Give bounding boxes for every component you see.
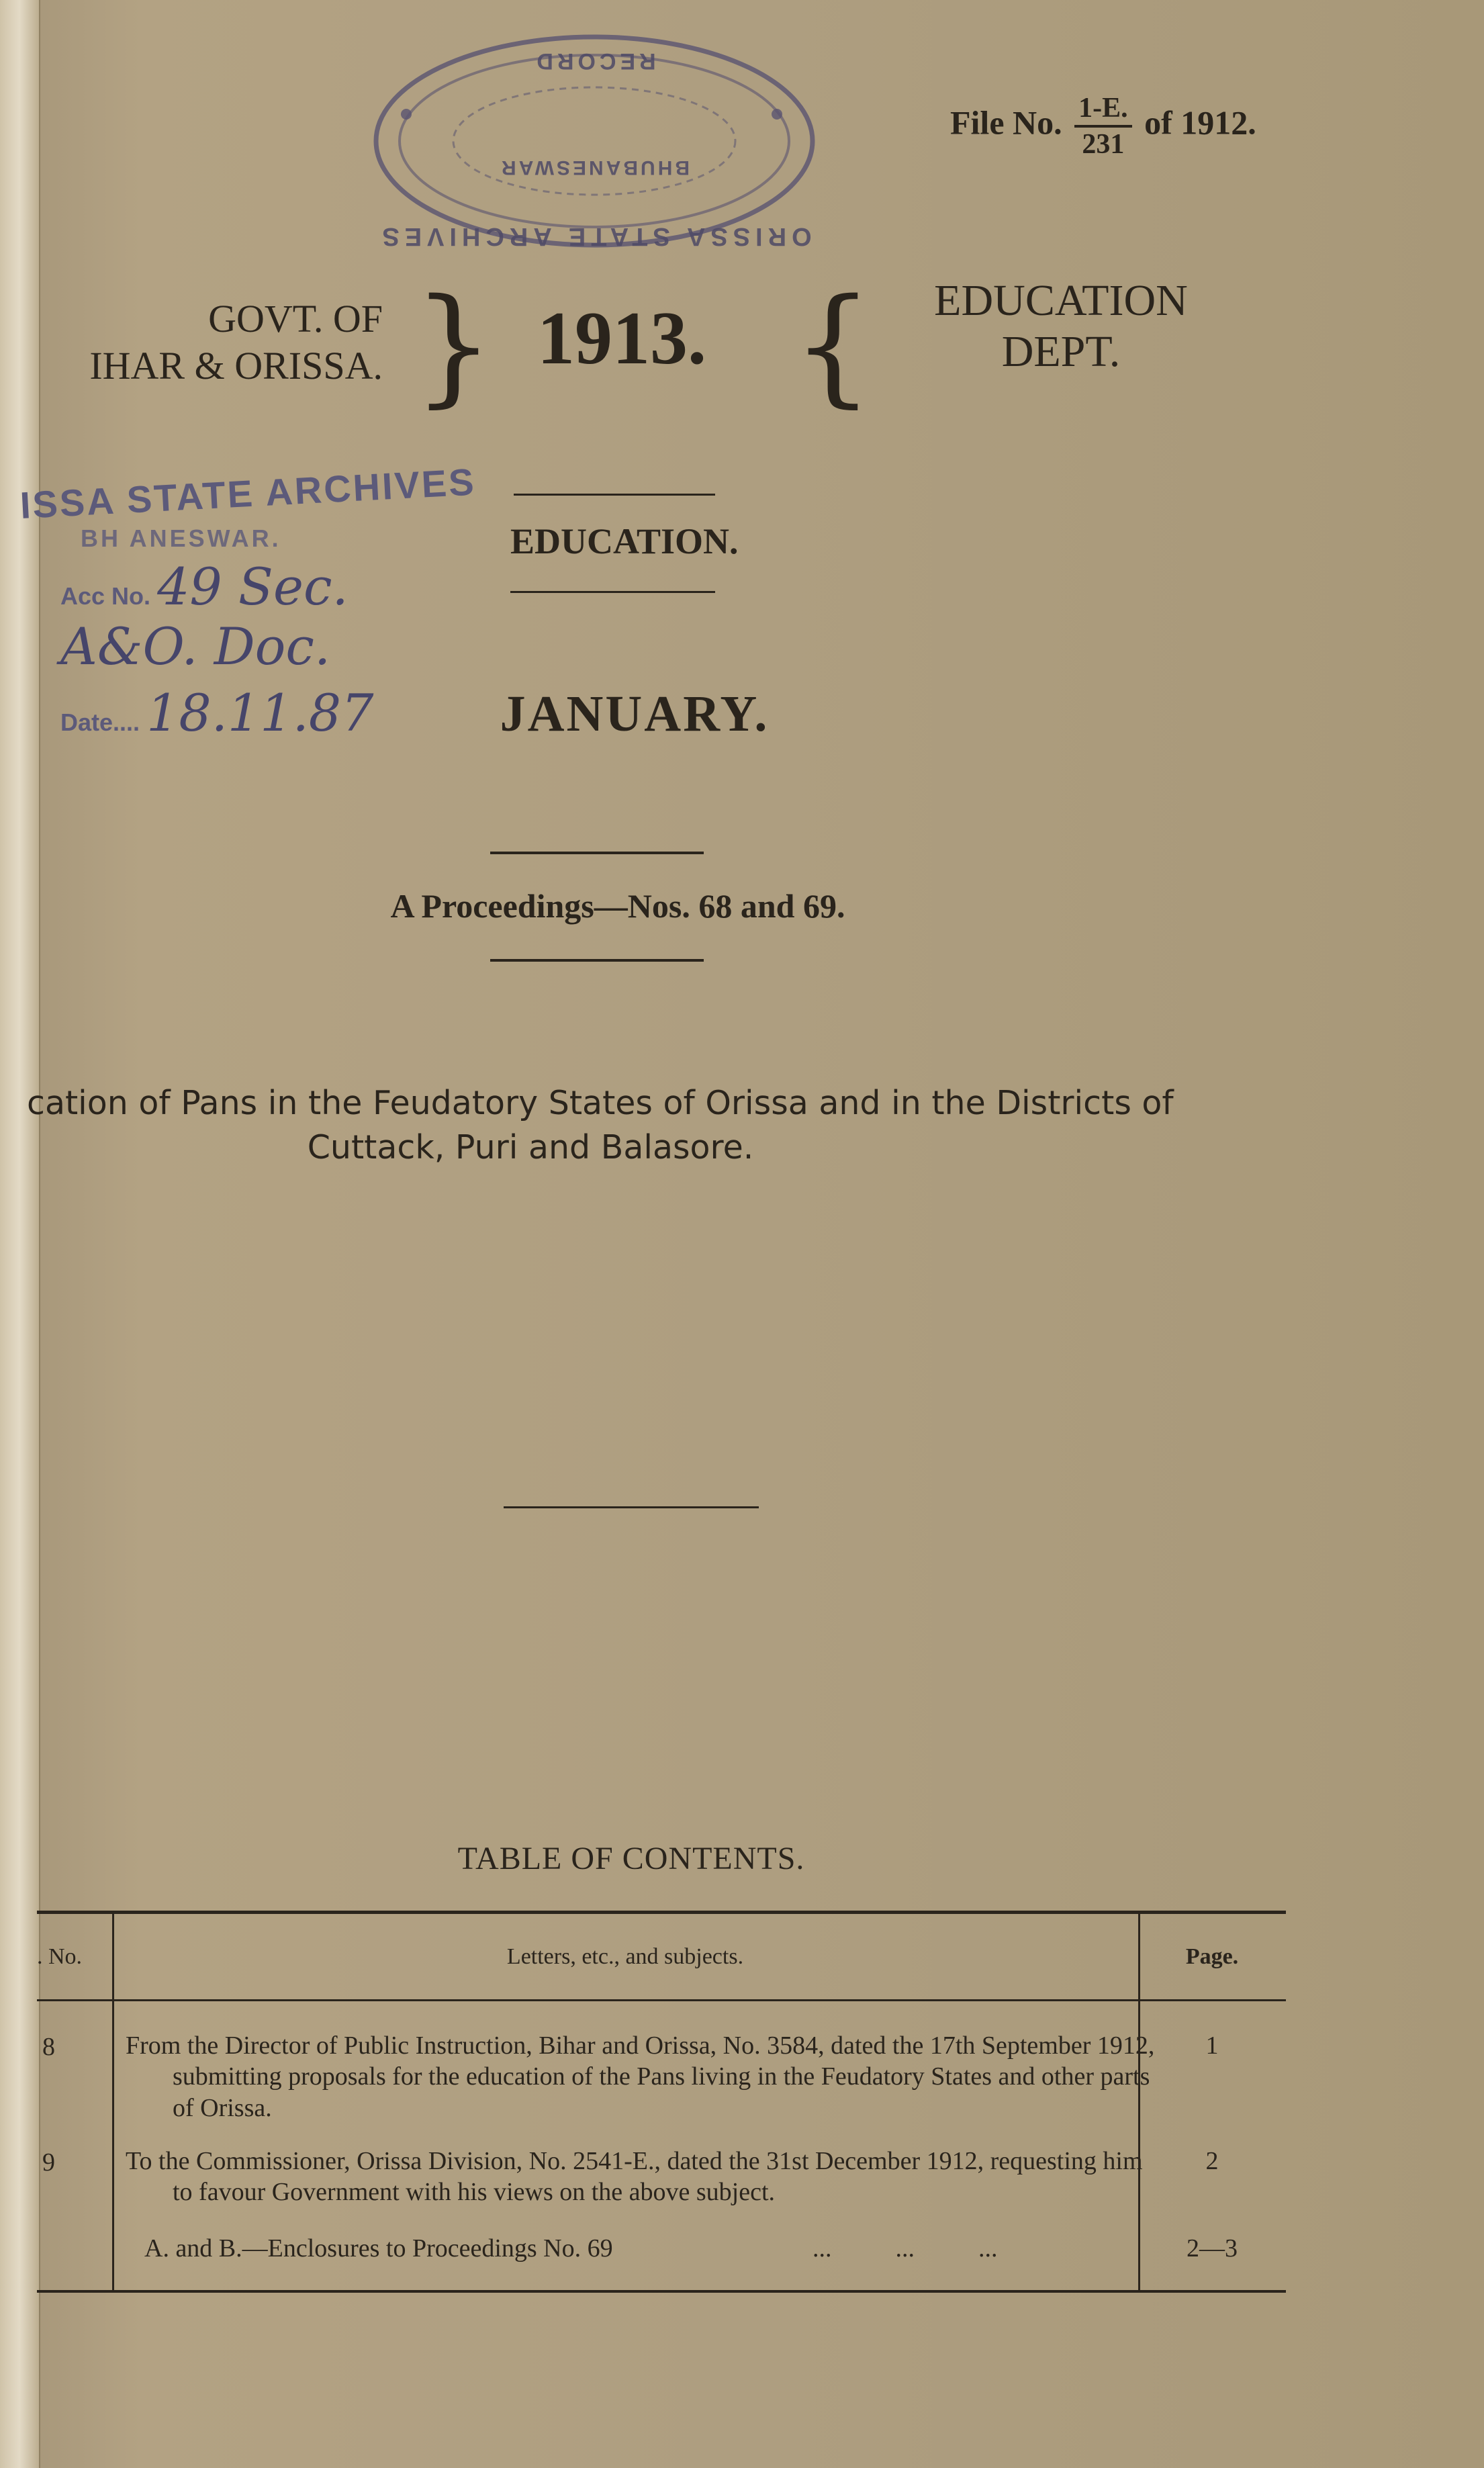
toc-title: TABLE OF CONTENTS. xyxy=(457,1841,805,1876)
file-year: of 1912. xyxy=(1144,103,1256,142)
file-number-fraction xyxy=(1074,94,1132,158)
file-number-label: File No. xyxy=(950,103,1062,142)
toc-row-1-text: From the Director of Public Instruction, Bihar and Orissa, No. 3584, dated the 17th September 1912, submitting proposals for the education of the Pans living in the Feudatory States and other parts of Orissa. xyxy=(126,2031,1155,2122)
table-header-border xyxy=(37,1999,1286,2001)
year-heading: 1913. xyxy=(537,297,706,380)
proceedings-heading: A Proceedings—Nos. 68 and 69. xyxy=(390,887,845,925)
stamp-top-text: RECORD xyxy=(532,48,656,74)
toc-header-subjects: Letters, etc., and subjects. xyxy=(506,1944,744,1969)
dept-line-1: EDUCATION xyxy=(934,276,1188,325)
right-brace: } xyxy=(413,271,494,420)
divider-rule xyxy=(504,1506,759,1508)
file-denominator: 231 xyxy=(1082,129,1125,160)
toc-row-1-no: 8 xyxy=(42,2033,55,2061)
subject-line-2: Cuttack, Puri and Balasore. xyxy=(307,1128,754,1167)
subject-line-1: cation of Pans in the Feudatory States of Orissa and in the Districts of xyxy=(27,1084,1174,1122)
toc-row-3-dots: ... ... ... xyxy=(813,2234,998,2263)
accession-line xyxy=(60,557,490,676)
govt-line-1: GOVT. OF xyxy=(208,297,383,340)
table-bottom-border xyxy=(37,2290,1286,2293)
archive-stamp-place: BH ANESWAR. xyxy=(81,524,281,552)
proceedings-rule-top xyxy=(490,852,704,854)
stamp-inner-text: BHUBANESWAR xyxy=(499,156,690,179)
file-numerator: 1-E. xyxy=(1074,94,1132,128)
section-heading: EDUCATION. xyxy=(510,521,739,561)
toc-row-3-page: 2—3 xyxy=(1187,2234,1238,2263)
govt-heading xyxy=(20,295,383,389)
toc-header-no: . No. xyxy=(37,1944,83,1969)
section-rule-bottom xyxy=(510,591,715,593)
toc-row-3-text: A. and B.—Enclosures to Proceedings No. 69 xyxy=(144,2234,613,2263)
dept-line-2: DEPT. xyxy=(1001,326,1121,376)
toc-row-2-no: 9 xyxy=(42,2148,55,2177)
date-label: Date.... xyxy=(60,709,140,736)
archive-oval-stamp xyxy=(366,27,823,255)
file-number xyxy=(950,94,1256,158)
dept-heading xyxy=(907,275,1215,377)
left-brace: { xyxy=(792,271,874,420)
date-value: 18.11.87 xyxy=(146,683,374,743)
accession-label: Acc No. xyxy=(60,582,151,610)
table-top-border xyxy=(37,1911,1286,1914)
archive-stamp-title: ISSA STATE ARCHIVES xyxy=(19,460,477,527)
toc-row-2-page: 2 xyxy=(1205,2147,1219,2175)
section-rule-top xyxy=(514,494,715,496)
stamp-graphic xyxy=(366,27,823,255)
toc-row-1-page: 1 xyxy=(1205,2031,1219,2060)
month-heading: JANUARY. xyxy=(500,686,770,742)
proceedings-rule-bottom xyxy=(490,959,704,962)
toc-row-2-text: To the Commissioner, Orissa Division, No. 2541-E., dated the 31st December 1912, requesting him to favour Government with his views on the above subject. xyxy=(126,2147,1143,2207)
accession-value: 49 Sec. A&O. Doc. xyxy=(60,557,349,676)
stamp-outer-text: ORISSA STATE ARCHIVES xyxy=(377,222,812,250)
toc-table xyxy=(37,1911,1286,2293)
toc-header-page: Page. xyxy=(1185,1944,1239,1969)
govt-line-2: IHAR & ORISSA. xyxy=(89,343,383,387)
subject-text xyxy=(27,1081,1289,1170)
